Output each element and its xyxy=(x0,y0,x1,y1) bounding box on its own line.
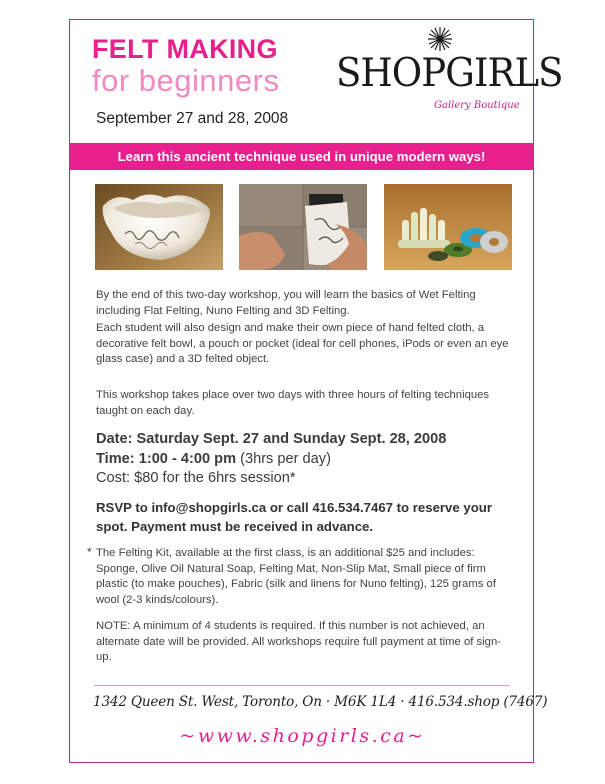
kit-asterisk: * xyxy=(87,545,92,559)
time-note: (3hrs per day) xyxy=(236,450,331,467)
photo-felted-bowl xyxy=(95,184,223,270)
website-link[interactable]: ~www.shopgirls.ca~ xyxy=(179,725,426,747)
shopgirls-logo: SHOPGIRLS xyxy=(336,51,563,96)
schedule-paragraph: This workshop takes place over two days with three hours of felting techniques taught on each day. xyxy=(96,389,490,417)
star-burst-icon xyxy=(428,27,452,51)
rsvp-text: RSVP to info@shopgirls.ca or call 416.534.7467 to reserve your spot. Payment must be received in advance. xyxy=(96,500,492,534)
title-felt-making: FELT MAKING xyxy=(92,34,278,64)
footer-divider xyxy=(94,685,510,686)
title-for-beginners: for beginners xyxy=(92,63,280,98)
cost-line: Cost: $80 for the 6hrs session* xyxy=(96,470,296,486)
felting-kit-paragraph: The Felting Kit, available at the first class, is an additional $25 and includes: Sponge, Olive Oil Natural Soap, Felting Mat, Non-Slip Mat, Small piece of firm plastic (to make pouches), Fabric (silk and linens for Nuno felting), 125 grams of wool (2-3 kinds/colours). xyxy=(96,547,496,606)
note-paragraph: NOTE: A minimum of 4 students is required. If this number is not achieved, an alternate date will be provided. All workshops require full payment at time of sign-up. xyxy=(96,620,502,664)
logo-subtitle: Gallery Boutique xyxy=(434,100,520,111)
date-line: Date: Saturday Sept. 27 and Sunday Sept. 28, 2008 xyxy=(96,431,447,447)
projects-paragraph: Each student will also design and make their own piece of hand felted cloth, a decorative felt bowl, a pouch or pocket (ideal for cell phones, iPods or even an eye glass case) and a 3D felted object. xyxy=(96,322,509,366)
photo-felted-pouch xyxy=(239,184,367,270)
tagline-banner: Learn this ancient technique used in unique modern ways! xyxy=(69,143,534,170)
photo-3d-felted-objects xyxy=(384,184,512,270)
event-dates: September 27 and 28, 2008 xyxy=(96,110,289,127)
event-details xyxy=(96,430,516,489)
time-line: Time: 1:00 - 4:00 pm xyxy=(96,450,237,467)
store-address: 1342 Queen St. West, Toronto, On · M6K 1L4 · 416.534.shop (7467) xyxy=(93,694,548,710)
intro-paragraph: By the end of this two-day workshop, you will learn the basics of Wet Felting including Flat Felting, Nuno Felting and 3D Felting. xyxy=(96,289,476,317)
